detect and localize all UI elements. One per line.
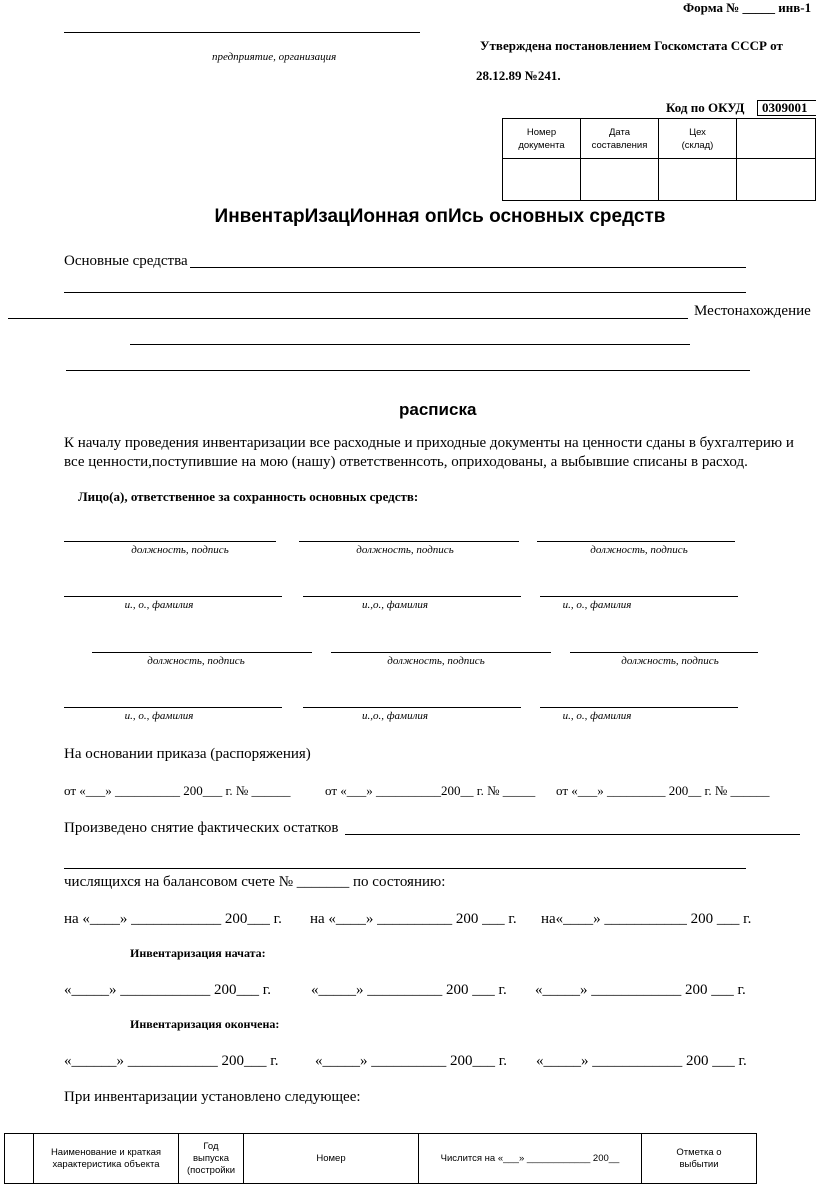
location-line-2[interactable]	[130, 344, 690, 345]
col-number: Номер	[244, 1134, 419, 1184]
assets-table	[4, 1133, 757, 1184]
form-number: Форма № _____ инв-1	[683, 0, 812, 15]
header-table	[502, 118, 816, 201]
order-date-3[interactable]: от «___» _________ 200__ г. № ______	[556, 783, 770, 798]
header-empty	[737, 119, 816, 159]
location-line[interactable]	[8, 318, 688, 319]
receipt-title: расписка	[399, 400, 477, 419]
sig-line[interactable]	[537, 541, 735, 542]
finished-date-1[interactable]: «______» ____________ 200___ г.	[64, 1053, 279, 1069]
finished-date-3[interactable]: «_____» ____________ 200 ___ г.	[536, 1053, 747, 1069]
balances-line-2[interactable]	[64, 868, 746, 869]
okud-label: Код по ОКУД	[666, 100, 745, 115]
receipt-text-1: К началу проведения инвентаризации все расходные и приходные документы на ценности сданы в бухгалтерию и	[64, 435, 794, 451]
sig-line[interactable]	[570, 652, 758, 653]
sig-caption: должность, подпись	[387, 655, 485, 667]
header-date: Дата составления	[581, 119, 659, 159]
name-caption: и.,о., фамилия	[362, 599, 428, 611]
sig-line[interactable]	[331, 652, 551, 653]
doc-number-cell[interactable]	[503, 159, 581, 201]
name-line[interactable]	[64, 596, 282, 597]
sig-line[interactable]	[299, 541, 519, 542]
name-caption: и., о., фамилия	[562, 599, 632, 611]
finished-date-2[interactable]: «_____» __________ 200___ г.	[315, 1053, 507, 1069]
name-caption: и., о., фамилия	[562, 710, 632, 722]
okud-code: 0309001	[757, 100, 816, 116]
extra-cell[interactable]	[737, 159, 816, 201]
sig-caption: должность, подпись	[590, 544, 688, 556]
order-date-1[interactable]: от «___» __________ 200___ г. № ______	[64, 783, 291, 798]
started-date-2[interactable]: «_____» __________ 200 ___ г.	[311, 982, 507, 998]
approved-date: 28.12.89 №241.	[476, 68, 561, 83]
established-label: При инвентаризации установлено следующее:	[64, 1089, 361, 1105]
name-line[interactable]	[540, 707, 738, 708]
balances-date-1[interactable]: на «____» ____________ 200___ г.	[64, 911, 282, 927]
name-caption: и., о., фамилия	[124, 710, 194, 722]
balances-account: числящихся на балансовом счете № _______ по состоянию:	[64, 874, 446, 890]
name-line[interactable]	[64, 707, 282, 708]
fixed-assets-line-2[interactable]	[64, 292, 746, 293]
col-name: Наименование и краткая характеристика объекта	[34, 1134, 179, 1184]
approved-text: Утверждена постановлением Госкомстата СССР от	[480, 38, 783, 53]
started-date-3[interactable]: «_____» ____________ 200 ___ г.	[535, 982, 746, 998]
col-year: Год выпуска (постройки	[179, 1134, 244, 1184]
order-date-2[interactable]: от «___» __________200__ г. № _____	[325, 783, 536, 798]
sig-caption: должность, подпись	[356, 544, 454, 556]
sig-line[interactable]	[92, 652, 312, 653]
started-date-1[interactable]: «_____» ____________ 200___ г.	[64, 982, 271, 998]
col-listed: Числится на «___» ____________ 200__	[419, 1134, 642, 1184]
balances-date-2[interactable]: на «____» __________ 200 ___ г.	[310, 911, 517, 927]
finished-label: Инвентаризация окончена:	[130, 1017, 280, 1031]
receipt-text-2: все ценности,поступившие на мою (нашу) ответственнсоть, оприходованы, а выбывшие списаны в расход.	[64, 454, 748, 470]
balances-taken: Произведено снятие фактических остатков	[64, 820, 339, 836]
sig-line[interactable]	[64, 541, 276, 542]
table-cell-index	[5, 1134, 34, 1184]
name-caption: и.,о., фамилия	[362, 710, 428, 722]
sig-caption: должность, подпись	[621, 655, 719, 667]
header-doc-number: Номер документа	[503, 119, 581, 159]
col-note: Отметка о выбытии	[642, 1134, 757, 1184]
sig-caption: должность, подпись	[131, 544, 229, 556]
balances-line[interactable]	[345, 834, 800, 835]
sig-caption: должность, подпись	[147, 655, 245, 667]
balances-date-3[interactable]: на«____» ___________ 200 ___ г.	[541, 911, 752, 927]
name-line[interactable]	[303, 596, 521, 597]
order-basis: На основании приказа (распоряжения)	[64, 746, 311, 762]
location-line-3[interactable]	[66, 370, 750, 371]
enterprise-line	[64, 32, 420, 33]
name-caption: и., о., фамилия	[124, 599, 194, 611]
name-line[interactable]	[303, 707, 521, 708]
fixed-assets-label: Основные средства	[64, 253, 188, 269]
responsible-label: Лицо(а), ответственное за сохранность основных средств:	[78, 489, 419, 504]
name-line[interactable]	[540, 596, 738, 597]
fixed-assets-line[interactable]	[190, 267, 746, 268]
page-title: ИнвентарИзацИонная опИсь основных средств	[214, 206, 666, 227]
date-cell[interactable]	[581, 159, 659, 201]
header-shop: Цех (склад)	[659, 119, 737, 159]
shop-cell[interactable]	[659, 159, 737, 201]
location-label: Местонахождение	[694, 303, 811, 319]
started-label: Инвентаризация начата:	[130, 946, 266, 960]
enterprise-caption: предприятие, организация	[212, 51, 337, 63]
